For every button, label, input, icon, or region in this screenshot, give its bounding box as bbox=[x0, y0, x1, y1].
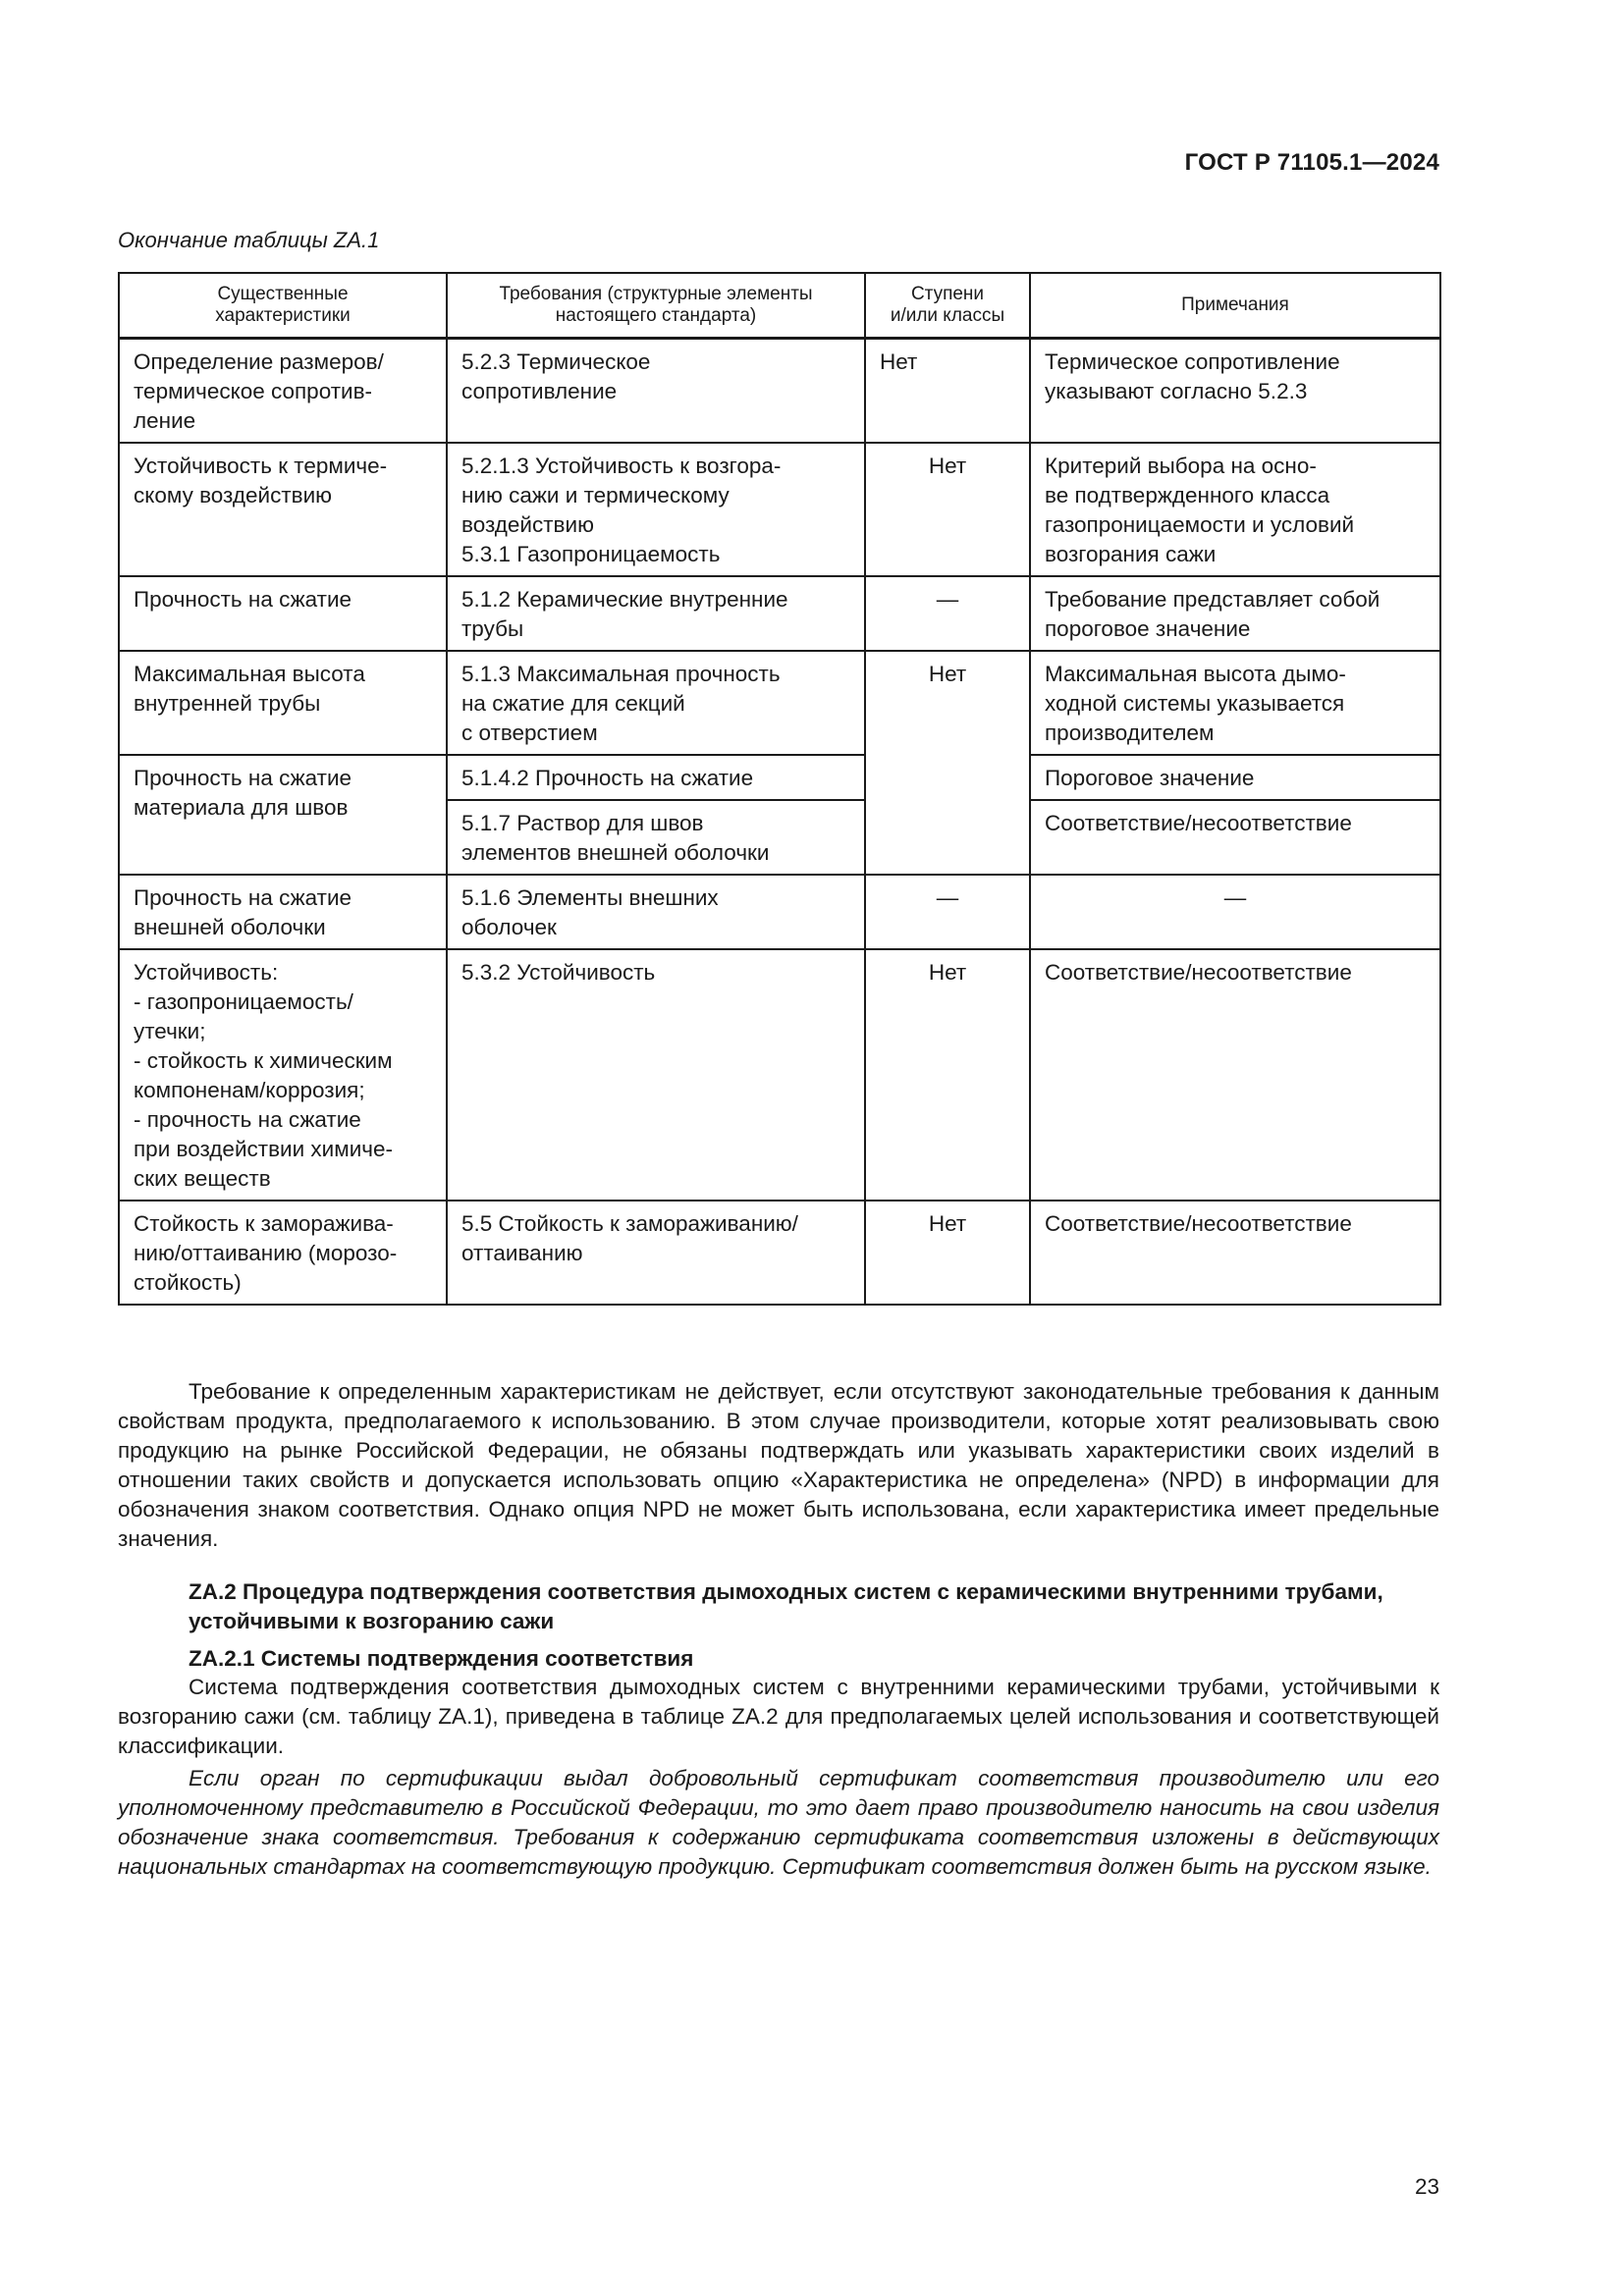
cell-characteristic: Устойчивость: - газопроницаемость/ утечки; - стойкость к химическим компоненам/коррозия; - прочность на сжатие при воздействии химиче- ских веществ bbox=[119, 949, 447, 1201]
table-row bbox=[119, 949, 1440, 1201]
column-header: Ступени и/или классы bbox=[865, 273, 1030, 339]
cell-requirement: 5.3.2 Устойчивость bbox=[447, 949, 865, 1201]
cell-characteristic: Стойкость к заморажива- нию/оттаиванию (морозо- стойкость) bbox=[119, 1201, 447, 1305]
table-row bbox=[119, 339, 1440, 444]
table-row bbox=[119, 875, 1440, 949]
cell-requirement: 5.1.4.2 Прочность на сжатие bbox=[447, 755, 865, 800]
paragraph-npd: Требование к определенным характеристикам не действует, если отсутствуют законодательные требования к данным свойствам продукта, предполагаемого к использованию. В этом случае производители, которые хотят реализовывать свою продукцию на рынке Российской Федерации, не обязаны подтверждать или указывать характеристики своих изделий в отношении таких свойств и допускается использовать опцию «Характеристика не определена» (NPD) в информации для обозначения знаком соответствия. Однако опция NPD не может быть использована, если характеристика имеет предельные значения. bbox=[118, 1379, 1439, 1551]
cell-characteristic: Прочность на сжатие bbox=[119, 576, 447, 651]
table-row bbox=[119, 1201, 1440, 1305]
cell-characteristic: Прочность на сжатие внешней оболочки bbox=[119, 875, 447, 949]
table-row bbox=[119, 443, 1440, 576]
cell-requirement: 5.1.2 Керамические внутренние трубы bbox=[447, 576, 865, 651]
column-header: Примечания bbox=[1030, 273, 1440, 339]
cell-note: — bbox=[1030, 875, 1440, 949]
table-za1 bbox=[118, 272, 1441, 1306]
column-header: Требования (структурные элементы настоящего стандарта) bbox=[447, 273, 865, 339]
table-row bbox=[119, 755, 1440, 800]
cell-note: Соответствие/несоответствие bbox=[1030, 949, 1440, 1201]
cell-note: Требование представляет собой пороговое значение bbox=[1030, 576, 1440, 651]
standard-code: ГОСТ Р 71105.1—2024 bbox=[1184, 149, 1439, 176]
cell-characteristic: Максимальная высота внутренней трубы bbox=[119, 651, 447, 755]
cell-note: Пороговое значение bbox=[1030, 755, 1440, 800]
cell-note: Соответствие/несоответствие bbox=[1030, 800, 1440, 875]
paragraph-certificate: Если орган по сертификации выдал добровольный сертификат соответствия производителю или его уполномоченному представителю в Российской Федерации, то это дает право производителю наносить на свои изделия обозначение знака соответствия. Требования к содержанию сертификата соответствия изложены в действующих национальных стандартах на соответствующую продукцию. Сертификат соответствия должен быть на русском языке. bbox=[118, 1766, 1439, 1879]
cell-class: Нет bbox=[865, 339, 1030, 444]
cell-requirement: 5.1.6 Элементы внешних оболочек bbox=[447, 875, 865, 949]
cell-class: Нет bbox=[865, 651, 1030, 875]
page-number: 23 bbox=[1414, 2174, 1439, 2199]
column-header: Существенные характеристики bbox=[119, 273, 447, 339]
cell-class: — bbox=[865, 576, 1030, 651]
cell-requirement: 5.2.1.3 Устойчивость к возгора- нию сажи и термическому воздействию 5.3.1 Газопроницаемость bbox=[447, 443, 865, 576]
cell-class: — bbox=[865, 875, 1030, 949]
section-heading-za2: ZA.2 Процедура подтверждения соответствия дымоходных систем с керамическими внутренними трубами, устойчивыми к возгоранию сажи bbox=[189, 1579, 1383, 1633]
cell-note: Максимальная высота дымо- ходной системы указывается производителем bbox=[1030, 651, 1440, 755]
cell-characteristic: Прочность на сжатие материала для швов bbox=[119, 755, 447, 875]
cell-requirement: 5.5 Стойкость к замораживанию/ оттаиванию bbox=[447, 1201, 865, 1305]
table-caption: Окончание таблицы ZA.1 bbox=[118, 228, 380, 252]
cell-characteristic: Определение размеров/ термическое сопротив- ление bbox=[119, 339, 447, 444]
cell-requirement: 5.2.3 Термическое сопротивление bbox=[447, 339, 865, 444]
cell-note: Соответствие/несоответствие bbox=[1030, 1201, 1440, 1305]
table-header-row bbox=[119, 273, 1440, 339]
table-row bbox=[119, 576, 1440, 651]
cell-class: Нет bbox=[865, 1201, 1030, 1305]
cell-class: Нет bbox=[865, 949, 1030, 1201]
table-row bbox=[119, 651, 1440, 755]
paragraph-system: Система подтверждения соответствия дымоходных систем с внутренними керамическими трубами, устойчивыми к возгоранию сажи (см. таблицу ZA.1), приведена в таблице ZA.2 для предполагаемых целей использования и соответствующей классификации. bbox=[118, 1675, 1439, 1758]
cell-note: Критерий выбора на осно- ве подтвержденного класса газопроницаемости и условий возгорания сажи bbox=[1030, 443, 1440, 576]
subsection-heading-za21: ZA.2.1 Системы подтверждения соответствия bbox=[189, 1646, 694, 1671]
cell-characteristic: Устойчивость к термиче- скому воздействию bbox=[119, 443, 447, 576]
cell-requirement: 5.1.7 Раствор для швов элементов внешней оболочки bbox=[447, 800, 865, 875]
cell-requirement: 5.1.3 Максимальная прочность на сжатие для секций с отверстием bbox=[447, 651, 865, 755]
cell-note: Термическое сопротивление указывают согласно 5.2.3 bbox=[1030, 339, 1440, 444]
cell-class: Нет bbox=[865, 443, 1030, 576]
